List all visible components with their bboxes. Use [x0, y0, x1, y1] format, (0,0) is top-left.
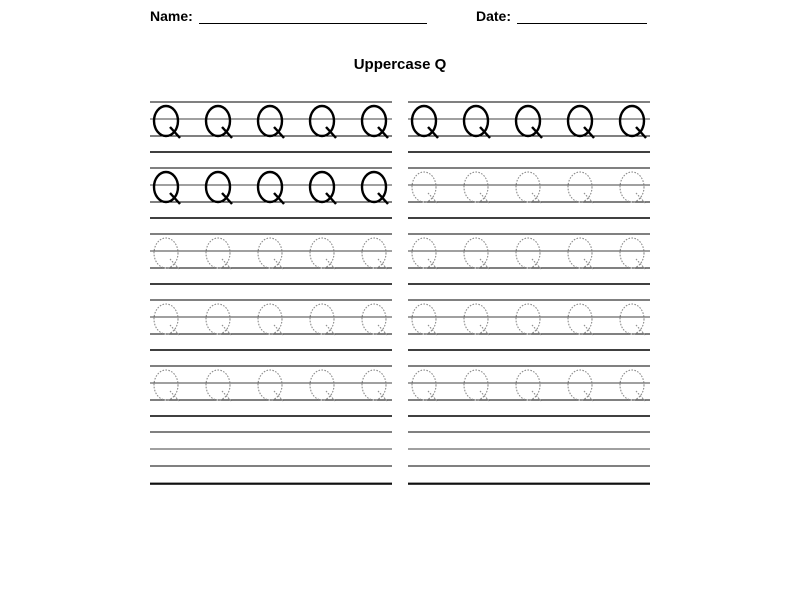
letter-q-tracing [620, 304, 646, 336]
name-label: Name: [150, 8, 193, 24]
letter-q-model [464, 106, 490, 138]
letter-q-tracing [362, 238, 388, 270]
letter-q-tracing [464, 304, 490, 336]
letter-q-tracing [412, 370, 438, 402]
letter-q-tracing [310, 304, 336, 336]
letter-q-tracing [464, 370, 490, 402]
letter-q-model [206, 106, 232, 138]
date-label: Date: [476, 8, 512, 24]
letter-q-tracing [568, 172, 594, 204]
letter-q-tracing [154, 370, 180, 402]
letter-q-model [412, 106, 438, 138]
letter-q-tracing [362, 304, 388, 336]
letter-q-tracing [412, 172, 438, 204]
letter-q-tracing [464, 238, 490, 270]
letter-q-model [362, 172, 388, 204]
letter-q-model [310, 106, 336, 138]
letter-q-tracing [516, 172, 542, 204]
letter-q-tracing [620, 238, 646, 270]
letter-q-model [310, 172, 336, 204]
letter-q-model [568, 106, 594, 138]
letter-q-tracing [568, 370, 594, 402]
letter-q-tracing [412, 238, 438, 270]
letter-q-tracing [516, 370, 542, 402]
letter-q-tracing [154, 304, 180, 336]
letter-q-tracing [412, 304, 438, 336]
letter-q-tracing [310, 238, 336, 270]
letter-q-tracing [258, 370, 284, 402]
letter-q-tracing [206, 238, 232, 270]
letter-q-model [258, 106, 284, 138]
letter-q-tracing [206, 370, 232, 402]
letter-q-model [362, 106, 388, 138]
letter-q-tracing [568, 304, 594, 336]
letter-q-model [516, 106, 542, 138]
letter-q-tracing [620, 172, 646, 204]
letter-q-model [620, 106, 646, 138]
worksheet-title: Uppercase Q [353, 56, 447, 73]
letter-q-tracing [154, 238, 180, 270]
letter-q-tracing [258, 304, 284, 336]
letter-q-tracing [464, 172, 490, 204]
letter-q-tracing [362, 370, 388, 402]
letter-q-tracing [516, 238, 542, 270]
letter-q-model [154, 172, 180, 204]
letter-q-tracing [258, 238, 284, 270]
letter-q-model [206, 172, 232, 204]
letter-q-tracing [568, 238, 594, 270]
letter-q-tracing [620, 370, 646, 402]
letter-q-tracing [206, 304, 232, 336]
letter-q-tracing [310, 370, 336, 402]
letter-q-tracing [516, 304, 542, 336]
letter-q-model [154, 106, 180, 138]
letter-q-model [258, 172, 284, 204]
